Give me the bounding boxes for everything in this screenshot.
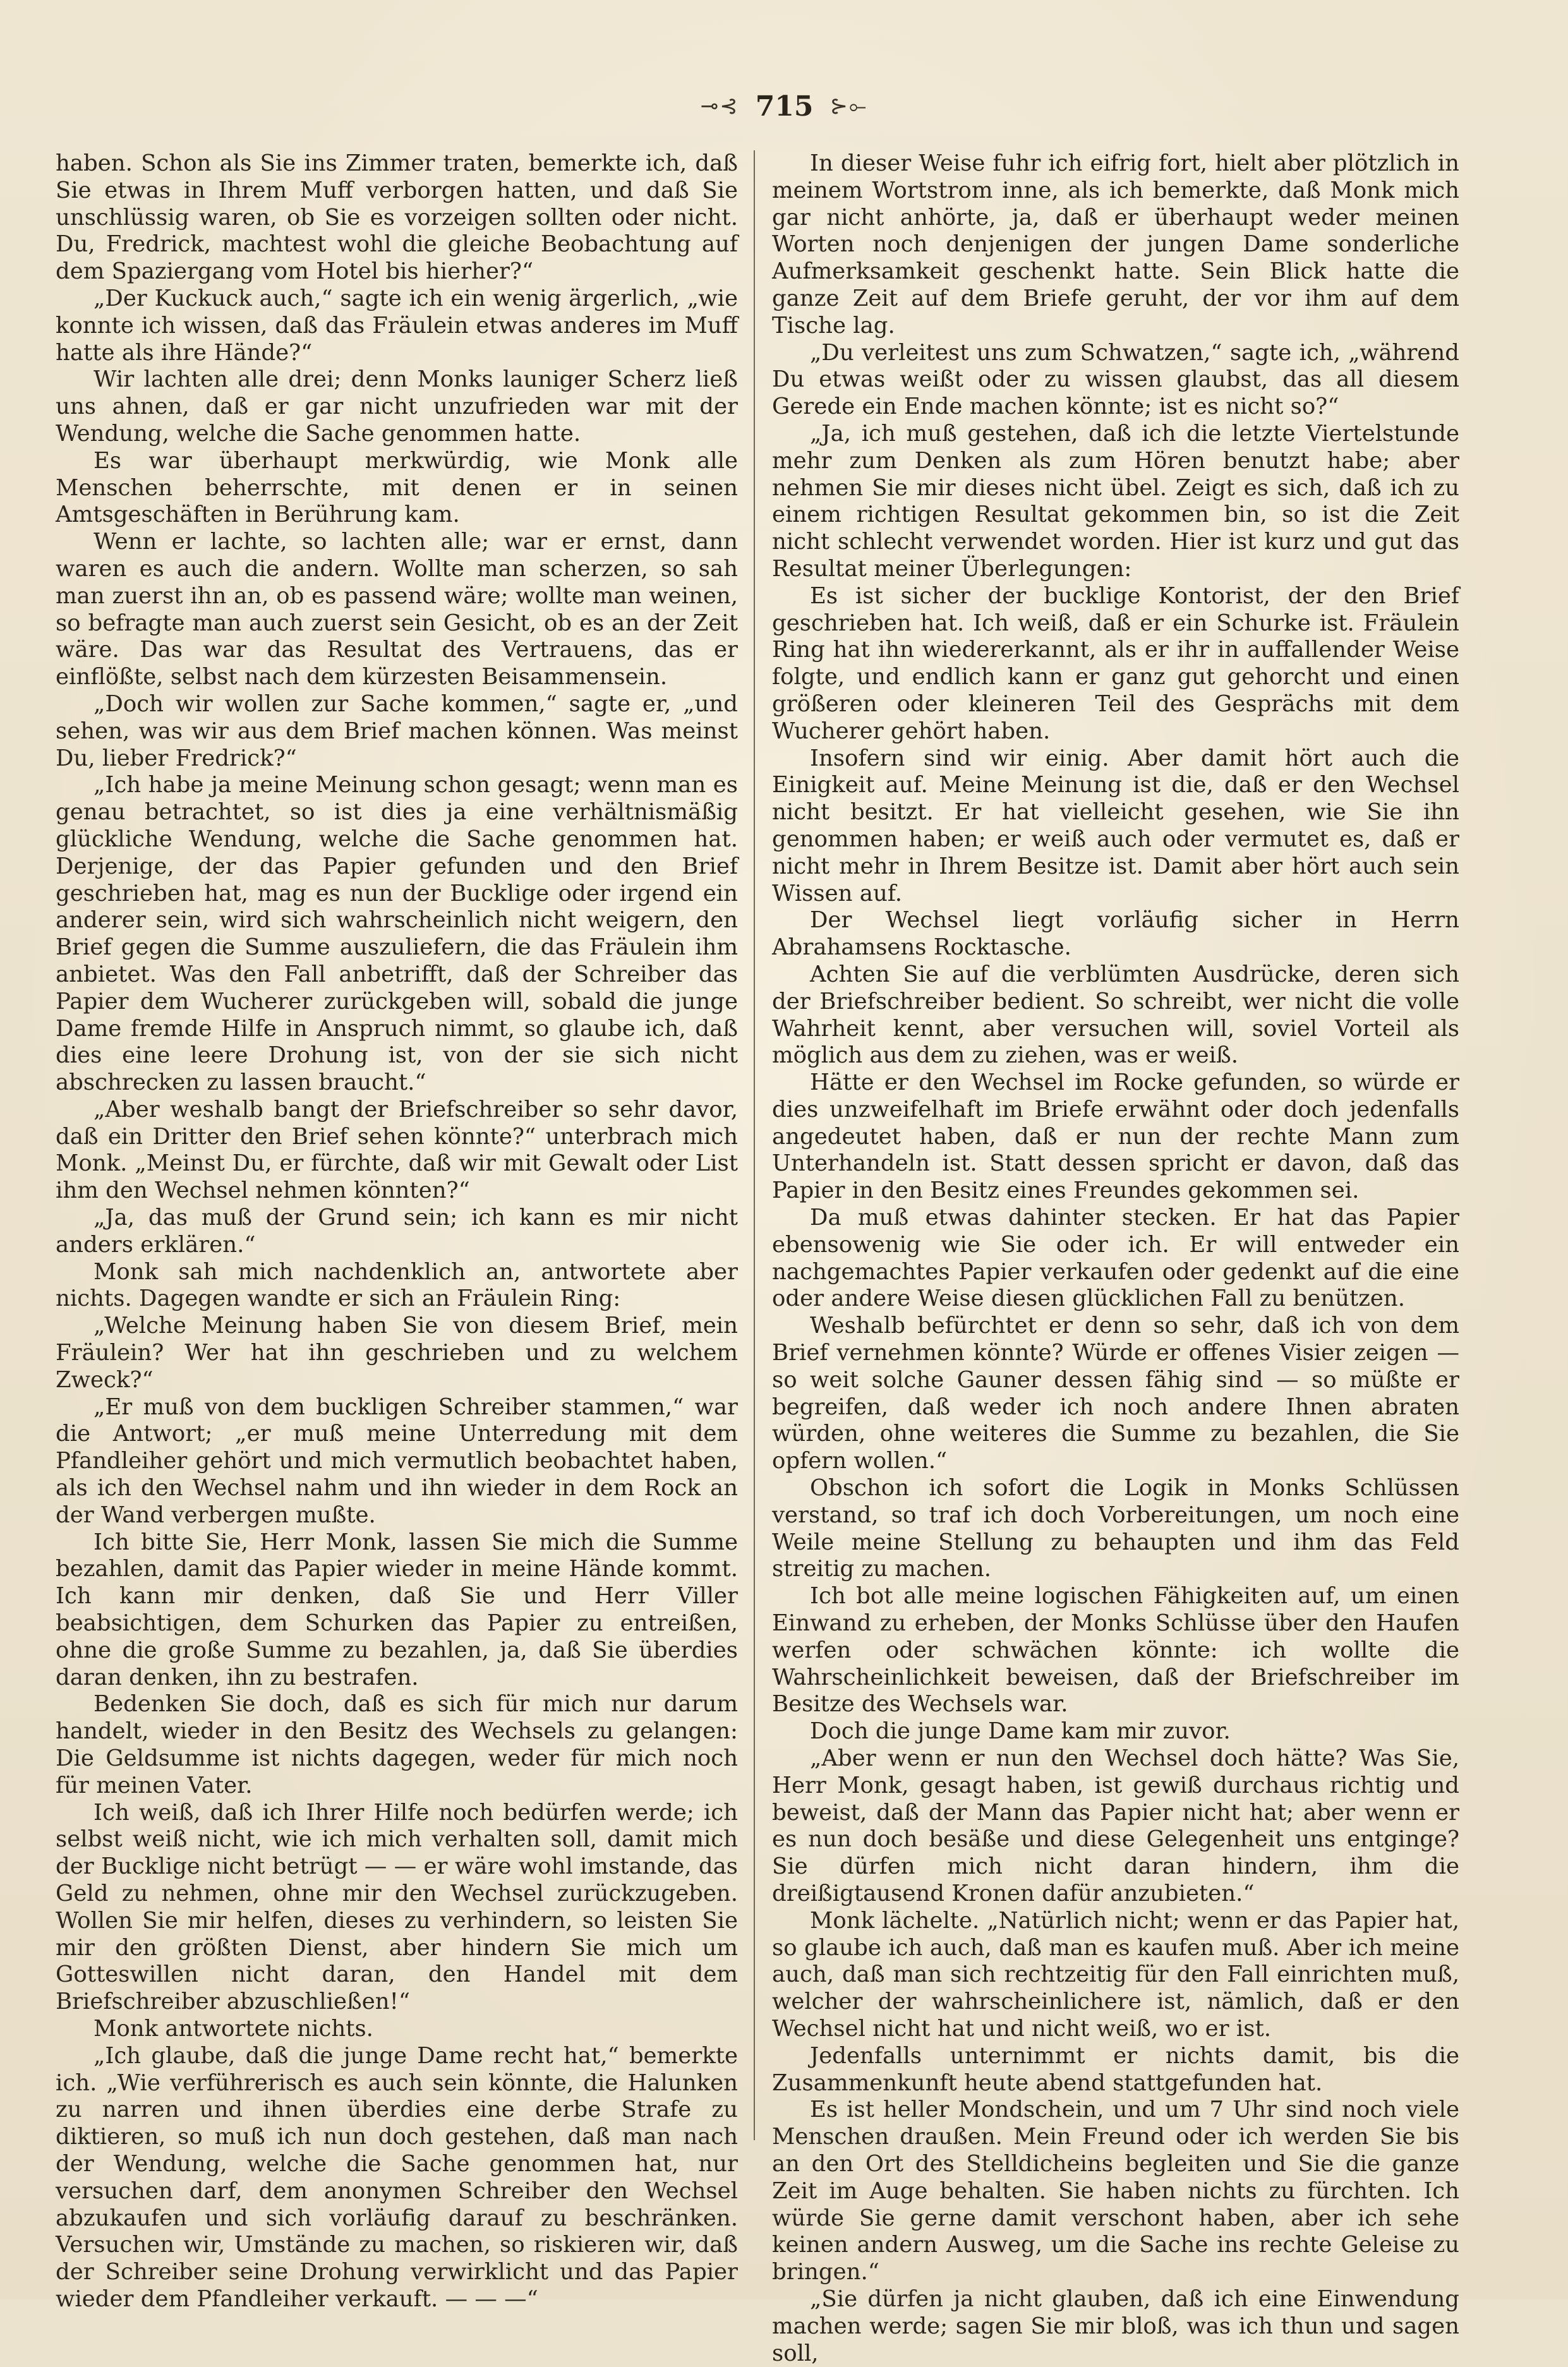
paragraph: Da muß etwas dahinter stecken. Er hat das Papier ebensowenig wie Sie oder ich. Er will entweder ein nachgemachtes Papier verkaufen oder gedenkt auf die eine oder andere Weise diesen glücklichen Fall zu benützen. [772,1205,1459,1312]
paragraph: Ich weiß, daß ich Ihrer Hilfe noch bedürfen werde; ich selbst weiß nicht, wie ich mich verhalten soll, damit mich der Bucklige nicht betrügt — — er wäre wohl imstande, das Geld zu nehmen, ohne mir den Wechsel zurückzugeben. Wollen Sie mir helfen, dieses zu verhindern, so leisten Sie mir den größten Dienst, aber hindern Sie mich um Gotteswillen nicht daran, den Handel mit dem Briefschreiber abzuschließen!“ [56,1799,738,2015]
page-number: 715 [755,90,814,123]
paragraph: Hätte er den Wechsel im Rocke gefunden, so würde er dies unzweifelhaft im Briefe erwähnt oder doch jedenfalls angedeutet haben, daß er nun der rechte Mann zum Unterhandeln ist. Statt dessen spricht er davon, daß das Papier in den Besitz eines Freundes gekommen sei. [772,1069,1459,1204]
paragraph: Ich bitte Sie, Herr Monk, lassen Sie mich die Summe bezahlen, damit das Papier wieder in meine Hände kommt. Ich kann mir denken, daß Sie und Herr Viller beabsichtigen, dem Schurken das Papier zu entreißen, ohne die große Summe zu bezahlen, ja, daß Sie überdies daran denken, ihn zu bestrafen. [56,1529,738,1690]
left-ornament-icon: ⊸⊰ [700,93,739,119]
paragraph: Es ist sicher der bucklige Kontorist, der den Brief geschrieben hat. Ich weiß, daß er ein Schurke ist. Fräulein Ring hat ihn wiedererkannt, als er ihr in auffallender Weise folgte, und endlich kann er ganz gut gehorcht und einen größeren oder kleineren Teil des Gesprächs mit dem Wucherer gehört haben. [772,582,1459,744]
paragraph: „Sie dürfen ja nicht glauben, daß ich eine Einwendung machen werde; sagen Sie mir bloß, was ich thun und sagen soll, [772,2286,1459,2366]
paragraph: Weshalb befürchtet er denn so sehr, daß ich von dem Brief vernehmen könnte? Würde er offenes Visier zeigen — so weit solche Gauner dessen fähig sind — so müßte er begreifen, daß weder ich noch andere Ihnen abraten würden, ohne weiteres die Summe zu bezahlen, die Sie opfern wollen.“ [772,1313,1459,1474]
paragraph: „Doch wir wollen zur Sache kommen,“ sagte er, „und sehen, was wir aus dem Brief machen können. Was meinst Du, lieber Fredrick?“ [56,690,738,771]
paragraph: Doch die junge Dame kam mir zuvor. [810,1718,1231,1745]
paragraph: Bedenken Sie doch, daß es sich für mich nur darum handelt, wieder in den Besitz des Wechsels zu gelangen: Die Geldsumme ist nichts dagegen, weder für mich noch für meinen Vater. [56,1691,738,1798]
paragraph: Monk antwortete nichts. [93,2015,373,2042]
left-column [56,150,738,2312]
right-column [772,150,1459,2366]
paragraph: Monk sah mich nachdenklich an, antwortete aber nichts. Dagegen wandte er sich an Fräulein Ring: [56,1258,738,1312]
paragraph: „Ja, ich muß gestehen, daß ich die letzte Viertelstunde mehr zum Denken als zum Hören benutzt habe; aber nehmen Sie mir dieses nicht übel. Zeigt es sich, daß ich zu einem richtigen Resultat gekommen bin, so ist die Zeit nicht schlecht verwendet worden. Hier ist kurz und gut das Resultat meiner Überlegungen: [772,420,1459,582]
paragraph: Es war überhaupt merkwürdig, wie Monk alle Menschen beherrschte, mit denen er in seinen Amtsgeschäften in Berührung kam. [56,447,738,528]
paragraph: Wenn er lachte, so lachten alle; war er ernst, dann waren es auch die andern. Wollte man scherzen, so sah man zuerst ihn an, ob es passend wäre; wollte man weinen, so befragte man auch zuerst sein Gesicht, ob es an der Zeit wäre. Das war das Resultat des Vertrauens, das er einflößte, selbst nach dem kürzesten Beisammensein. [56,529,738,690]
paragraph: „Du verleitest uns zum Schwatzen,“ sagte ich, „während Du etwas weißt oder zu wissen glaubst, das all diesem Gerede ein Ende machen könnte; ist es nicht so?“ [772,339,1459,420]
paragraph: Insofern sind wir einig. Aber damit hört auch die Einigkeit auf. Meine Meinung ist die, daß er den Wechsel nicht besitzt. Er hat vielleicht gesehen, wie Sie ihn genommen haben; er weiß auch oder vermutet es, daß er nicht mehr in Ihrem Besitze ist. Damit aber hört auch sein Wissen auf. [772,745,1459,906]
paragraph: „Ich habe ja meine Meinung schon gesagt; wenn man es genau betrachtet, so ist dies ja eine verhältnismäßig glückliche Wendung, welche die Sache genommen hat. Derjenige, der das Papier gefunden und den Brief geschrieben hat, mag es nun der Bucklige oder irgend ein anderer sein, wird sich wahrscheinlich nicht weigern, den Brief gegen die Summe auszuliefern, die das Fräulein ihm anbietet. Was den Fall anbetrifft, daß der Schreiber das Papier dem Wucherer zurückgeben will, sobald die junge Dame fremde Hilfe in Anspruch nimmt, so glaube ich, daß dies eine leere Drohung ist, von der sie sich nicht abschrecken zu lassen braucht.“ [56,772,738,1096]
paragraph: „Aber wenn er nun den Wechsel doch hätte? Was Sie, Herr Monk, gesagt haben, ist gewiß durchaus richtig und beweist, daß der Mann das Papier nicht hat; aber wenn er es nun doch besäße und diese Gelegenheit uns entginge? Sie dürfen mich nicht daran hindern, ihm die dreißigtausend Kronen dafür anzubieten.“ [772,1745,1459,1906]
paragraph: In dieser Weise fuhr ich eifrig fort, hielt aber plötzlich in meinem Wortstrom inne, als ich bemerkte, daß Monk mich gar nicht anhörte, ja, daß er überhaupt weder meinen Worten noch denjenigen der jungen Dame sonderliche Aufmerksamkeit geschenkt hatte. Sein Blick hatte die ganze Zeit auf dem Briefe geruht, der vor ihm auf dem Tische lag. [772,150,1459,339]
paragraph: Ich bot alle meine logischen Fähigkeiten auf, um einen Einwand zu erheben, der Monks Schlüsse über den Haufen werfen oder schwächen könnte: ich wollte die Wahrscheinlichkeit beweisen, daß der Briefschreiber im Besitze des Wechsels war. [772,1583,1459,1718]
paragraph: Wir lachten alle drei; denn Monks launiger Scherz ließ uns ahnen, daß er gar nicht unzufrieden war mit der Wendung, welche die Sache genommen hatte. [56,366,738,447]
right-ornament-icon: ⊱⟜ [829,93,868,119]
paragraph: „Der Kuckuck auch,“ sagte ich ein wenig ärgerlich, „wie konnte ich wissen, daß das Fräulein etwas anderes im Muff hatte als ihre Hände?“ [56,285,738,366]
paragraph: Obschon ich sofort die Logik in Monks Schlüssen verstand, so traf ich doch Vorbereitungen, um noch eine Weile meine Stellung zu behaupten und ihm das Feld streitig zu machen. [772,1475,1459,1582]
paragraph: Monk lächelte. „Natürlich nicht; wenn er das Papier hat, so glaube ich auch, daß man es kaufen muß. Aber ich meine auch, daß man sich rechtzeitig für den Fall einrichten muß, welcher der wahrscheinlichere ist, nämlich, daß er den Wechsel nicht hat und nicht weiß, wo er ist. [772,1907,1459,2042]
paragraph: Es ist heller Mondschein, und um 7 Uhr sind noch viele Menschen draußen. Mein Freund oder ich werden Sie bis an den Ort des Stelldicheins begleiten und Sie die ganze Zeit im Auge behalten. Sie haben nichts zu fürchten. Ich würde Sie gerne damit verschont haben, aber ich sehe keinen andern Ausweg, um die Sache ins rechte Geleise zu bringen.“ [772,2097,1459,2286]
paragraph: Der Wechsel liegt vorläufig sicher in Herrn Abrahamsens Rocktasche. [772,907,1459,961]
column-divider [754,150,755,2140]
paragraph: „Er muß von dem buckligen Schreiber stammen,“ war die Antwort; „er muß meine Unterredung mit dem Pfandleiher gehört und mich vermutlich beobachtet haben, als ich den Wechsel nahm und ihn wieder in dem Rock an der Wand verbergen mußte. [56,1394,738,1528]
paragraph: „Ich glaube, daß die junge Dame recht hat,“ bemerkte ich. „Wie verführerisch es auch sein könnte, die Halunken zu narren und ihnen überdies eine derbe Strafe zu diktieren, so muß ich nun doch gestehen, daß man nach der Wendung, welche die Sache genommen hat, nur versuchen darf, dem anonymen Schreiber den Wechsel abzukaufen und sich vorläufig darauf zu beschränken. Versuchen wir, Umstände zu machen, so riskieren wir, daß der Schreiber seine Drohung verwirklicht und das Papier wieder dem Pfandleiher verkauft. — — —“ [56,2042,738,2312]
paragraph: Achten Sie auf die verblümten Ausdrücke, deren sich der Briefschreiber bedient. So schreibt, wer nicht die volle Wahrheit kennt, aber versuchen will, soviel Vorteil als möglich aus dem zu ziehen, was er weiß. [772,961,1459,1069]
paragraph: „Aber weshalb bangt der Briefschreiber so sehr davor, daß ein Dritter den Brief sehen könnte?“ unterbrach mich Monk. „Meinst Du, er fürchte, daß wir mit Gewalt oder List ihm den Wechsel nehmen könnten?“ [56,1096,738,1204]
paragraph: haben. Schon als Sie ins Zimmer traten, bemerkte ich, daß Sie etwas in Ihrem Muff verborgen hatten, und daß Sie unschlüssig waren, ob Sie es vorzeigen sollten oder nicht. Du, Fredrick, machtest wohl die gleiche Beobachtung auf dem Spaziergang vom Hotel bis hierher?“ [56,150,738,285]
paragraph: „Ja, das muß der Grund sein; ich kann es mir nicht anders erklären.“ [56,1205,738,1258]
paragraph: Jedenfalls unternimmt er nichts damit, bis die Zusammenkunft heute abend stattgefunden hat. [772,2042,1459,2096]
paragraph: „Welche Meinung haben Sie von diesem Brief, mein Fräulein? Wer hat ihn geschrieben und zu welchem Zweck?“ [56,1313,738,1393]
page-header [0,87,1568,125]
